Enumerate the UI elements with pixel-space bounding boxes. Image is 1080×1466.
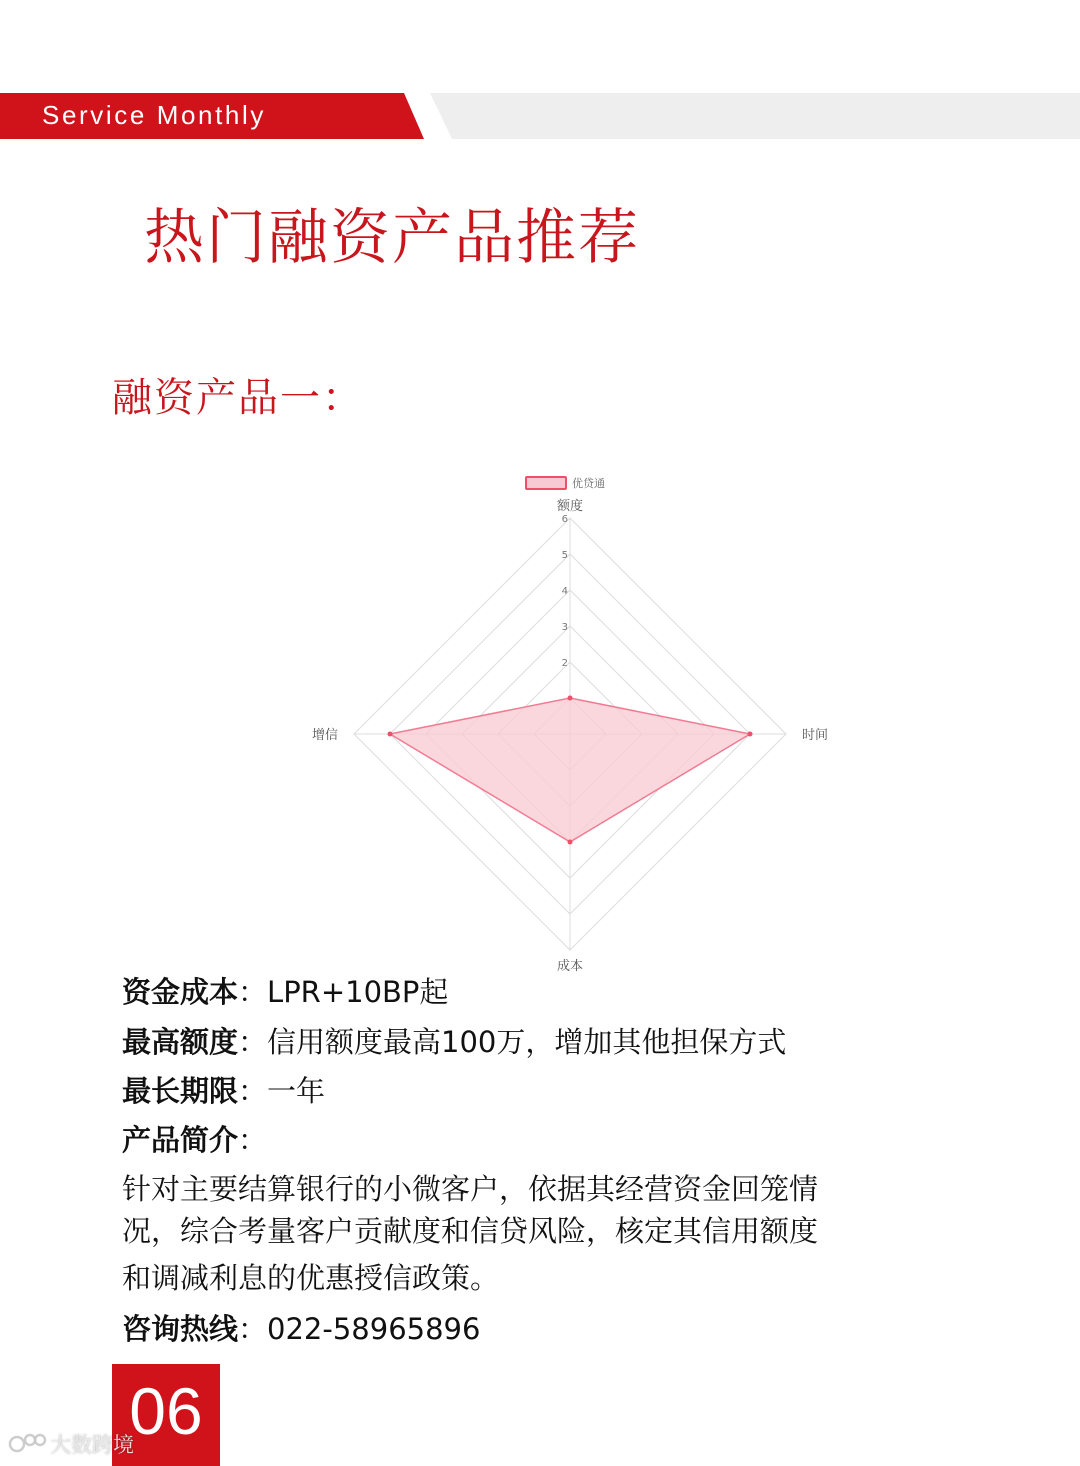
radar-chart bbox=[300, 465, 840, 975]
radar-data-point bbox=[568, 840, 573, 845]
radar-data-point bbox=[388, 732, 393, 737]
radar-data-point bbox=[568, 696, 573, 701]
limit-separator: ： bbox=[238, 1025, 268, 1059]
radar-tick-label: 3 bbox=[561, 622, 568, 633]
limit-label: 最高额度 bbox=[122, 1025, 239, 1059]
intro-row bbox=[122, 1116, 952, 1164]
legend-label: 优贷通 bbox=[572, 477, 605, 490]
radar-tick-label: 2 bbox=[561, 658, 568, 669]
legend-swatch bbox=[526, 477, 566, 489]
term-row bbox=[122, 1067, 952, 1115]
cost-separator: ： bbox=[238, 975, 268, 1009]
cost-row bbox=[122, 968, 952, 1016]
radar-axis-label: 额度 bbox=[556, 499, 584, 514]
intro-paragraph bbox=[122, 1168, 952, 1299]
radar-axis-label: 增信 bbox=[311, 728, 338, 743]
cost-value: LPR+10BP起 bbox=[267, 975, 449, 1009]
intro-line-1: 针对主要结算银行的小微客户，依据其经营资金回笼情 bbox=[122, 1172, 819, 1206]
header-label: Service Monthly bbox=[42, 100, 266, 130]
hotline-value: 022-58965896 bbox=[267, 1312, 481, 1346]
page-title: 热门融资产品推荐 bbox=[144, 203, 640, 273]
radar-axis-label: 时间 bbox=[802, 728, 829, 743]
radar-axis-label: 成本 bbox=[556, 959, 584, 974]
intro-line-3: 和调减利息的优惠授信政策。 bbox=[122, 1261, 500, 1295]
watermark-text: 大数跨境 bbox=[50, 1433, 134, 1457]
term-separator: ： bbox=[238, 1074, 268, 1108]
limit-row bbox=[122, 1018, 952, 1066]
hotline-row bbox=[122, 1305, 952, 1353]
radar-series-area bbox=[390, 698, 750, 842]
section-title: 融资产品一： bbox=[112, 375, 364, 421]
intro-line-2: 况，综合考量客户贡献度和信贷风险，核定其信用额度 bbox=[122, 1214, 819, 1248]
intro-label: 产品简介 bbox=[122, 1123, 239, 1157]
hotline-separator: ： bbox=[238, 1312, 268, 1346]
term-label: 最长期限 bbox=[122, 1074, 239, 1108]
term-value: 一年 bbox=[267, 1074, 326, 1108]
hotline-label: 咨询热线 bbox=[122, 1312, 239, 1346]
radar-tick-label: 6 bbox=[561, 514, 568, 525]
radar-data-point bbox=[748, 732, 753, 737]
radar-tick-label: 4 bbox=[561, 586, 568, 597]
radar-tick-label: 5 bbox=[561, 550, 568, 561]
limit-value: 信用额度最高100万，增加其他担保方式 bbox=[267, 1025, 787, 1059]
intro-separator: ： bbox=[238, 1123, 268, 1157]
page-number: 06 bbox=[129, 1374, 203, 1448]
cost-label: 资金成本 bbox=[122, 975, 239, 1009]
watermark-logo-icon bbox=[8, 1429, 48, 1457]
